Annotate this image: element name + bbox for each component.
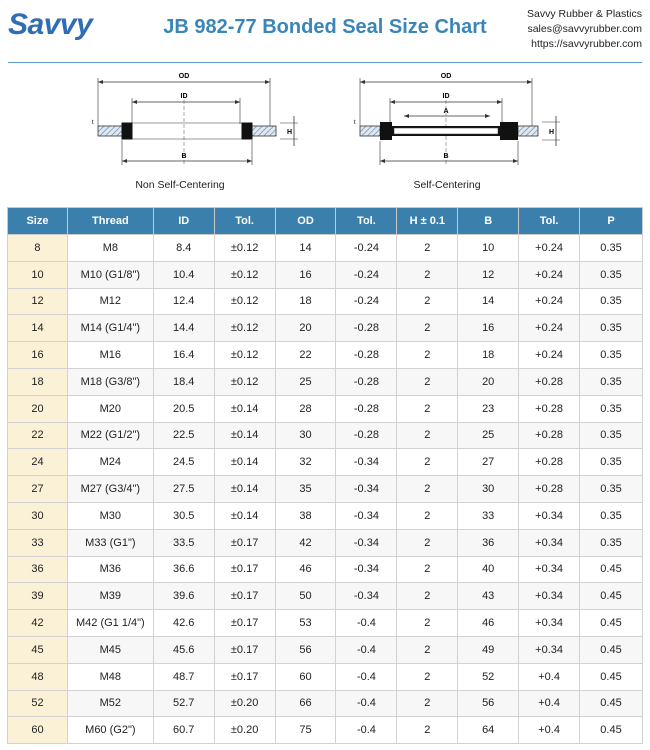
table-cell: -0.4 [336,690,397,717]
table-cell: M14 (G1/4") [67,315,153,342]
table-cell: ±0.14 [214,476,275,503]
diagram-non-self-centering [90,66,310,176]
table-cell: 18.4 [153,368,214,395]
table-cell: +0.4 [519,690,580,717]
table-cell: +0.24 [519,288,580,315]
table-cell: 18 [458,342,519,369]
od-label: OD [440,73,452,80]
table-cell: 10 [458,235,519,262]
table-cell: ±0.17 [214,610,275,637]
table-row [8,556,643,583]
table-cell: 42.6 [153,610,214,637]
table-cell: 32 [275,449,336,476]
table-cell: -0.4 [336,636,397,663]
size-cell: 45 [8,636,68,663]
table-cell: 38 [275,502,336,529]
table-cell: 2 [397,690,458,717]
table-cell: M42 (G1 1/4") [67,610,153,637]
table-cell: 25 [458,422,519,449]
table-cell: 18 [275,288,336,315]
table-cell: +0.34 [519,610,580,637]
table-cell: M33 (G1") [67,529,153,556]
table-cell: 2 [397,449,458,476]
table-row [8,529,643,556]
table-cell: -0.28 [336,368,397,395]
table-header-row [8,208,643,235]
table-cell: M20 [67,395,153,422]
column-header: ID [153,208,214,235]
table-cell: ±0.17 [214,529,275,556]
table-cell: M18 (G3/8") [67,368,153,395]
table-cell: +0.4 [519,663,580,690]
table-row [8,636,643,663]
table-row [8,235,643,262]
table-cell: M48 [67,663,153,690]
table-cell: 0.35 [580,235,643,262]
size-cell: 16 [8,342,68,369]
table-cell: 2 [397,556,458,583]
table-cell: 0.35 [580,288,643,315]
table-row [8,502,643,529]
table-cell: -0.28 [336,315,397,342]
column-header: OD [275,208,336,235]
table-cell: M45 [67,636,153,663]
header-divider [8,62,642,63]
table-cell: 12.4 [153,288,214,315]
column-header: P [580,208,643,235]
table-cell: -0.24 [336,261,397,288]
table-cell: 52.7 [153,690,214,717]
size-cell: 30 [8,502,68,529]
table-row [8,449,643,476]
table-cell: 23 [458,395,519,422]
size-chart-table [7,207,643,744]
table-cell: 2 [397,261,458,288]
contact-email[interactable]: sales@savvyrubber.com [527,23,642,35]
table-row [8,583,643,610]
table-cell: 48.7 [153,663,214,690]
table-cell: 16 [275,261,336,288]
t-label: t [354,120,356,126]
table-cell: ±0.17 [214,556,275,583]
table-cell: -0.4 [336,663,397,690]
table-row [8,342,643,369]
table-cell: -0.28 [336,342,397,369]
table-cell: ±0.14 [214,395,275,422]
table-cell: 0.35 [580,502,643,529]
table-cell: +0.34 [519,636,580,663]
id-label: ID [442,93,450,100]
table-cell: ±0.12 [214,261,275,288]
table-cell: 45.6 [153,636,214,663]
table-cell: +0.24 [519,261,580,288]
size-cell: 8 [8,235,68,262]
table-cell: 0.35 [580,342,643,369]
table-cell: 27 [458,449,519,476]
table-cell: 0.35 [580,395,643,422]
table-cell: 43 [458,583,519,610]
table-cell: 8.4 [153,235,214,262]
column-header: Tol. [519,208,580,235]
a-label: A [443,108,449,115]
table-cell: 36 [458,529,519,556]
size-cell: 12 [8,288,68,315]
table-cell: M27 (G3/4") [67,476,153,503]
table-row [8,368,643,395]
size-cell: 42 [8,610,68,637]
table-cell: 2 [397,663,458,690]
column-header: H ± 0.1 [397,208,458,235]
table-cell: 46 [275,556,336,583]
size-cell: 48 [8,663,68,690]
size-cell: 24 [8,449,68,476]
size-cell: 52 [8,690,68,717]
table-cell: 24.5 [153,449,214,476]
table-cell: 14 [458,288,519,315]
brand-logo: Savvy [8,8,93,41]
id-label: ID [180,93,188,100]
table-cell: 2 [397,342,458,369]
size-cell: 14 [8,315,68,342]
table-cell: +0.24 [519,342,580,369]
table-cell: +0.4 [519,717,580,744]
table-cell: 2 [397,717,458,744]
table-cell: 30 [458,476,519,503]
column-header: Tol. [214,208,275,235]
table-cell: +0.28 [519,368,580,395]
table-cell: 39.6 [153,583,214,610]
rubber-left-section [122,123,132,139]
size-cell: 10 [8,261,68,288]
table-cell: 20.5 [153,395,214,422]
b-label: B [181,153,187,160]
column-header: Size [8,208,68,235]
table-cell: 64 [458,717,519,744]
table-cell: 36.6 [153,556,214,583]
table-cell: +0.28 [519,449,580,476]
caption-non-self-centering: Non Self-Centering [135,179,225,191]
size-cell: 22 [8,422,68,449]
table-cell: ±0.14 [214,422,275,449]
b-label: B [443,153,449,160]
table-cell: M60 (G2") [67,717,153,744]
table-cell: 12 [458,261,519,288]
contact-website[interactable]: https://savvyrubber.com [531,38,642,50]
washer-right-section [252,126,276,136]
table-cell: -0.34 [336,449,397,476]
table-cell: 2 [397,235,458,262]
table-cell: 60 [275,663,336,690]
table-cell: -0.24 [336,235,397,262]
t-label: t [92,120,94,126]
washer-left-section [98,126,122,136]
table-cell: M10 (G1/8") [67,261,153,288]
table-cell: 16 [458,315,519,342]
table-cell: 2 [397,422,458,449]
table-row [8,395,643,422]
table-cell: 0.35 [580,261,643,288]
table-cell: 20 [458,368,519,395]
table-cell: 35 [275,476,336,503]
table-cell: +0.34 [519,583,580,610]
table-cell: +0.34 [519,529,580,556]
table-cell: 0.45 [580,690,643,717]
table-cell: 33 [458,502,519,529]
table-cell: 30.5 [153,502,214,529]
table-cell: -0.34 [336,556,397,583]
table-cell: 2 [397,529,458,556]
table-cell: +0.34 [519,502,580,529]
table-cell: 0.35 [580,368,643,395]
non-self-centering-drawing [90,66,310,176]
table-row [8,315,643,342]
table-cell: +0.28 [519,422,580,449]
table-cell: -0.4 [336,717,397,744]
table-row [8,261,643,288]
table-cell: 56 [458,690,519,717]
column-header: Thread [67,208,153,235]
table-row [8,422,643,449]
table-cell: +0.24 [519,315,580,342]
table-cell: ±0.14 [214,449,275,476]
table-cell: 0.35 [580,422,643,449]
table-cell: ±0.12 [214,342,275,369]
table-cell: 0.35 [580,476,643,503]
table-cell: +0.28 [519,395,580,422]
h-label: H [287,129,293,136]
table-cell: 0.45 [580,663,643,690]
table-cell: 52 [458,663,519,690]
table-cell: ±0.12 [214,235,275,262]
table-cell: 30 [275,422,336,449]
table-cell: 33.5 [153,529,214,556]
table-cell: 56 [275,636,336,663]
table-cell: 2 [397,610,458,637]
table-cell: -0.34 [336,502,397,529]
table-cell: ±0.12 [214,315,275,342]
table-cell: M12 [67,288,153,315]
self-centering-drawing [352,66,572,176]
table-cell: M24 [67,449,153,476]
diagram-self-centering [352,66,572,176]
table-cell: 10.4 [153,261,214,288]
table-cell: -0.34 [336,476,397,503]
size-cell: 27 [8,476,68,503]
page-header [0,0,650,62]
caption-self-centering: Self-Centering [413,179,481,191]
table-cell: 60.7 [153,717,214,744]
table-cell: 27.5 [153,476,214,503]
washer-right-section [518,126,538,136]
rubber-right-section [242,123,252,139]
table-cell: 14 [275,235,336,262]
table-cell: -0.28 [336,395,397,422]
table-cell: 22.5 [153,422,214,449]
table-cell: 2 [397,368,458,395]
table-row [8,288,643,315]
table-row [8,690,643,717]
table-row [8,476,643,503]
table-cell: 50 [275,583,336,610]
table-cell: 75 [275,717,336,744]
table-cell: 0.45 [580,610,643,637]
table-cell: -0.34 [336,583,397,610]
table-cell: +0.34 [519,556,580,583]
table-cell: 2 [397,395,458,422]
size-cell: 39 [8,583,68,610]
table-cell: M39 [67,583,153,610]
page-title: JB 982-77 Bonded Seal Size Chart [163,16,487,38]
table-cell: 2 [397,636,458,663]
table-cell: 2 [397,288,458,315]
table-cell: +0.28 [519,476,580,503]
table-cell: 0.45 [580,717,643,744]
table-cell: ±0.20 [214,690,275,717]
table-cell: ±0.17 [214,636,275,663]
table-cell: 0.45 [580,583,643,610]
size-cell: 36 [8,556,68,583]
table-cell: ±0.14 [214,502,275,529]
table-cell: M30 [67,502,153,529]
table-cell: 40 [458,556,519,583]
table-cell: 2 [397,583,458,610]
column-header: B [458,208,519,235]
table-cell: 53 [275,610,336,637]
table-cell: 2 [397,315,458,342]
table-cell: 22 [275,342,336,369]
table-row [8,717,643,744]
company-name: Savvy Rubber & Plastics [527,8,642,20]
table-cell: ±0.12 [214,288,275,315]
table-cell: 49 [458,636,519,663]
table-cell: 46 [458,610,519,637]
table-cell: ±0.17 [214,663,275,690]
washer-left-section [360,126,380,136]
table-cell: -0.28 [336,422,397,449]
table-row [8,610,643,637]
table-cell: 66 [275,690,336,717]
table-cell: -0.4 [336,610,397,637]
size-cell: 18 [8,368,68,395]
table-cell: M22 (G1/2") [67,422,153,449]
table-cell: M8 [67,235,153,262]
table-cell: 0.45 [580,636,643,663]
table-cell: 0.35 [580,529,643,556]
table-cell: 42 [275,529,336,556]
table-cell: 14.4 [153,315,214,342]
table-cell: 16.4 [153,342,214,369]
table-cell: ±0.20 [214,717,275,744]
table-cell: 2 [397,476,458,503]
column-header: Tol. [336,208,397,235]
table-cell: M52 [67,690,153,717]
table-cell: 0.35 [580,449,643,476]
table-cell: 0.35 [580,315,643,342]
contact-block [527,7,642,52]
table-row [8,663,643,690]
table-cell: 25 [275,368,336,395]
table-cell: 28 [275,395,336,422]
size-cell: 20 [8,395,68,422]
table-cell: ±0.17 [214,583,275,610]
table-cell: -0.24 [336,288,397,315]
od-label: OD [178,73,190,80]
table-body [8,235,643,744]
table-cell: 2 [397,502,458,529]
table-cell: +0.24 [519,235,580,262]
table-cell: -0.34 [336,529,397,556]
table-cell: M36 [67,556,153,583]
size-cell: 33 [8,529,68,556]
table-cell: ±0.12 [214,368,275,395]
table-cell: M16 [67,342,153,369]
table-cell: 20 [275,315,336,342]
h-label: H [549,129,555,136]
table-cell: 0.45 [580,556,643,583]
size-cell: 60 [8,717,68,744]
